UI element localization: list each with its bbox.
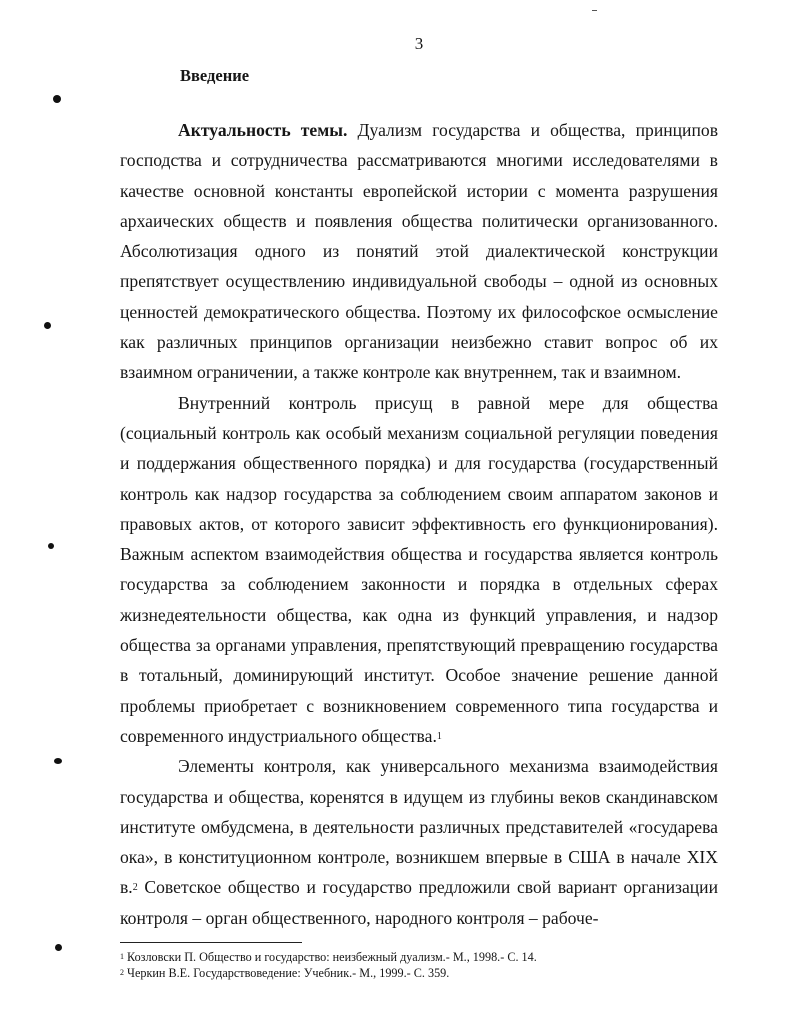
binding-mark bbox=[54, 758, 62, 764]
main-text bbox=[120, 115, 718, 933]
footnote-mark: 2 bbox=[120, 967, 124, 977]
relevance-label: Актуальность темы. bbox=[178, 120, 348, 140]
footnote-item bbox=[120, 966, 718, 982]
footnote-mark: 1 bbox=[120, 952, 124, 961]
paragraph-relevance bbox=[120, 115, 718, 388]
footnote-text: Козловски П. Общество и государство: неизбежный дуализм.- М., 1998.- С. 14. bbox=[124, 950, 537, 964]
paragraph-control-elements bbox=[120, 751, 718, 933]
footnote-ref[interactable]: 1 bbox=[436, 730, 442, 742]
footnotes bbox=[120, 950, 718, 981]
footnote-text: Черкин В.Е. Государствоведение: Учебник.- М., 1999.- С. 359. bbox=[124, 965, 450, 980]
page-number: 3 bbox=[414, 34, 424, 53]
section-heading: Введение bbox=[180, 66, 250, 85]
paragraph-text: Элементы контроля, как универсального механизма взаимодействия государства и общества, коренятся в идущем из глубины веков скандинавском институте омбудсмена, в деятельности различных представителей «государева ока», в конституционном контроле, возникшем впервые в США в начале XIX в. bbox=[120, 756, 718, 898]
paragraph-text: Советское общество и государство предложили свой вариант организации контроля – орган общественного, народного контроля – рабоче- bbox=[120, 877, 718, 928]
binding-mark bbox=[55, 944, 62, 951]
footnote-item bbox=[120, 950, 718, 966]
binding-mark bbox=[44, 322, 51, 329]
binding-mark bbox=[48, 543, 54, 549]
scan-mark bbox=[592, 10, 597, 11]
paragraph-text: Дуализм государства и общества, принципов господства и сотрудничества рассматриваются многими исследователями в качестве основной константы европейской истории с момента разрушения архаических обществ и появления общества политически организованного. Абсолютизация одного из понятий этой диалектической конструкции препятствует осуществлению индивидуальной свободы – одной из основных ценностей демократического общества. Поэтому их философское осмысление как различных принципов организации неизбежно ставит вопрос об их взаимном ограничении, а также контроле как внутреннем, так и взаимном. bbox=[120, 120, 718, 383]
paragraph-internal-control bbox=[120, 388, 718, 752]
binding-mark bbox=[53, 95, 61, 103]
footnote-ref[interactable]: 2 bbox=[132, 882, 138, 894]
paragraph-text: Внутренний контроль присущ в равной мере для общества (социальный контроль как особый механизм социальной регуляции поведения и поддержания общественного порядка) и для государства (государственный контроль как надзор государства за соблюдением своим аппаратом законов и правовых актов, от которого зависит эффективность его функционирования). Важным аспектом взаимодействия общества и государства является контроль государства за соблюдением законности и порядка в отдельных сферах жизнедеятельности общества, как одна из функций управления, и надзор общества за органами управления, препятствующий превращению государства в тотальный, доминирующий институт. Особое значение решение данной проблемы приобретает с возникновением современного типа государства и современного индустриального общества. bbox=[120, 392, 718, 746]
footnote-divider bbox=[120, 942, 302, 943]
